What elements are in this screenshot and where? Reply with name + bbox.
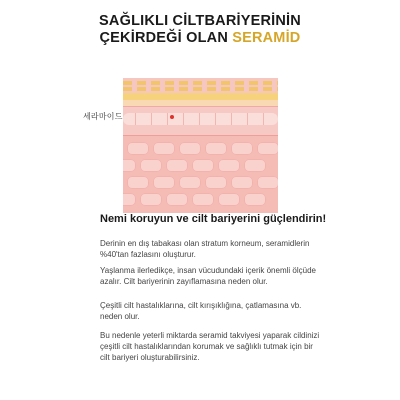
section-subhead: Nemi koruyun ve cilt bariyerini güçlendirin! — [100, 213, 327, 225]
headline — [0, 13, 400, 47]
skin-cell — [179, 176, 201, 189]
skin-cell — [192, 193, 214, 206]
skin-cell — [127, 176, 149, 189]
skin-cell — [166, 159, 188, 172]
headline-line-2 — [0, 30, 400, 47]
skin-cell — [231, 142, 253, 155]
skin-cell — [153, 176, 175, 189]
paragraph-4: Bu nedenle yeterli miktarda seramid takviyesi yaparak cildinizi çeşitli cilt hastalıklarından korumak ve sağlıklı tutmak için bir cilt bariyeri oluşturabilirsiniz. — [100, 331, 320, 362]
paragraph-1: Derinin en dış tabakası olan stratum korneum, seramidlerin %40'tan fazlasını oluşturur. — [100, 239, 310, 259]
ceramide-cells-row — [123, 113, 278, 125]
surface-dash-row-bottom — [123, 87, 278, 91]
skin-cell — [192, 159, 214, 172]
headline-line-2-prefix: ÇEKİRDEĞİ OLAN — [99, 30, 233, 46]
skin-cell — [257, 176, 278, 189]
gold-lipid-band — [123, 93, 278, 100]
skin-cell — [127, 142, 149, 155]
ceramide-label: 세라마이드 — [83, 112, 123, 121]
skin-cell — [257, 142, 278, 155]
skin-cell — [244, 159, 266, 172]
headline-line-1: SAĞLIKLI CİLTBARİYERİNİN — [99, 13, 301, 29]
headline-accent-word: SERAMİD — [232, 30, 301, 46]
skin-cell — [179, 142, 201, 155]
skin-cell — [244, 193, 266, 206]
ceramide-marker-dot — [170, 115, 174, 119]
skin-cell — [231, 176, 253, 189]
paragraph-3: Çeşitli cilt hastalıklarına, cilt kırışıklığına, çatlamasına vb. neden olur. — [100, 301, 302, 321]
skin-cell — [205, 176, 227, 189]
ceramide-layer — [123, 106, 278, 136]
skin-cell — [166, 193, 188, 206]
skin-cell — [123, 159, 136, 172]
skin-cell — [123, 193, 136, 206]
paragraph-2: Yaşlanma ilerledikçe, insan vücudundaki içerik önemli ölçüde azalır. Cilt bariyerinin zayıflamasına neden olur. — [100, 266, 316, 286]
deep-skin-layer — [123, 136, 278, 213]
skin-cell — [205, 142, 227, 155]
skin-cell — [140, 159, 162, 172]
skin-cell — [218, 193, 240, 206]
skin-layers-illustration — [123, 78, 278, 213]
skin-cell — [140, 193, 162, 206]
skin-cell — [218, 159, 240, 172]
surface-dash-row-top — [123, 81, 278, 85]
skin-cell — [153, 142, 175, 155]
